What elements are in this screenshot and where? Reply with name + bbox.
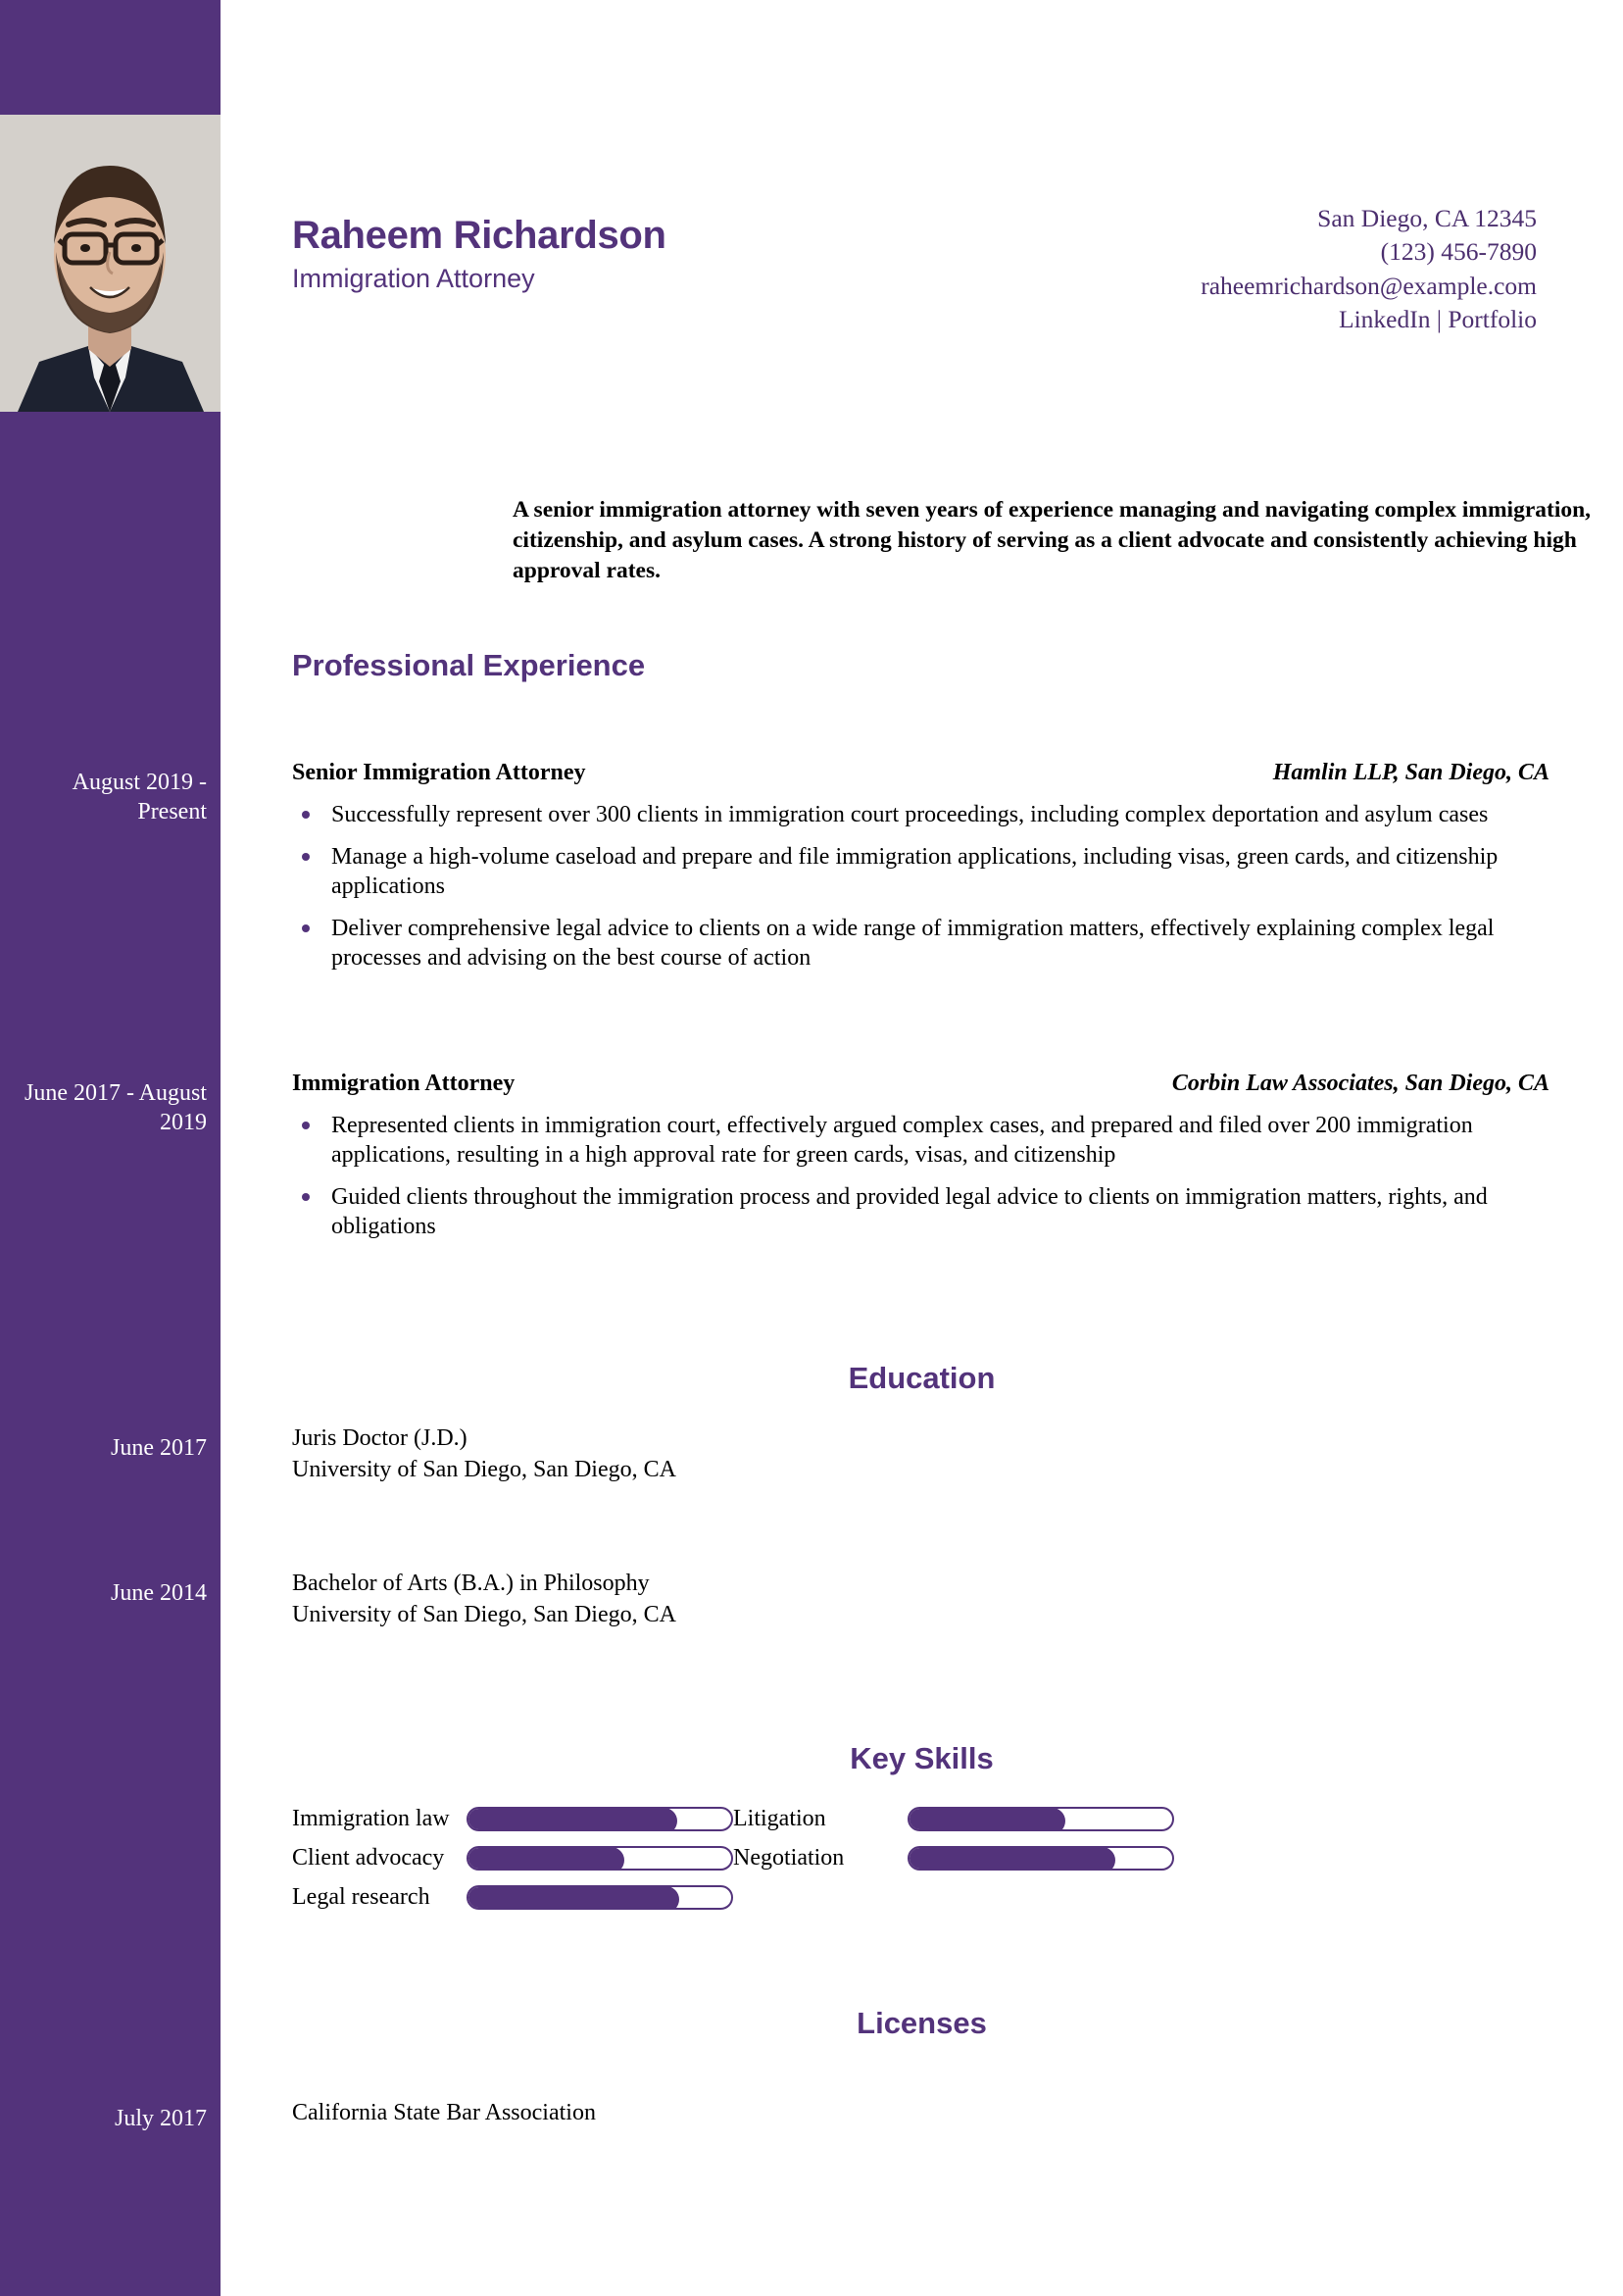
sidebar-date-experience-1: June 2017 - August 2019	[25, 1080, 207, 1136]
sidebar-date-education-1: June 2014	[111, 1580, 207, 1606]
skill-label: Negotiation	[733, 1844, 845, 1871]
name-block	[292, 202, 666, 296]
experience-entry-0	[292, 760, 1549, 985]
license-name: California State Bar Association	[292, 2100, 596, 2125]
education-entry-1	[292, 1569, 1468, 1630]
skill-row-legal-research	[292, 1877, 733, 1917]
list-item: Manage a high-volume caseload and prepare and file immigration applications, including visas, green cards, and citizenship applications	[292, 842, 1549, 901]
experience-role: Immigration Attorney	[292, 1071, 516, 1096]
avatar	[0, 115, 221, 412]
professional-summary: A senior immigration attorney with seven years of experience managing and navigating complex immigration, citizenship, and asylum cases. A strong history of serving as a client advocate and consistently achieving high approval rates.	[513, 497, 1592, 584]
experience-bullets	[292, 1111, 1549, 1241]
education-school: University of San Diego, San Diego, CA	[292, 1601, 676, 1627]
skill-bar	[908, 1846, 1174, 1871]
skill-row-negotiation	[733, 1838, 1174, 1877]
experience-bullets	[292, 800, 1549, 973]
skill-label: Legal research	[292, 1883, 430, 1910]
skill-row-litigation	[733, 1799, 1174, 1838]
skill-fill	[467, 1847, 624, 1871]
skill-bar	[467, 1846, 733, 1871]
experience-role: Senior Immigration Attorney	[292, 760, 586, 785]
sidebar-date-license-0: July 2017	[114, 2106, 207, 2131]
contact-block	[1201, 202, 1537, 337]
list-item: Guided clients throughout the immigration process and provided legal advice to clients on immigration matters, rights, and obligations	[292, 1182, 1549, 1241]
section-heading-education: Education	[848, 1361, 996, 1395]
education-degree: Bachelor of Arts (B.A.) in Philosophy	[292, 1571, 650, 1596]
skills-grid	[292, 1799, 1561, 1917]
skill-row-client-advocacy	[292, 1838, 733, 1877]
skill-label: Client advocacy	[292, 1844, 445, 1871]
sidebar-date-education-0: June 2017	[111, 1435, 207, 1461]
skill-label: Litigation	[733, 1805, 826, 1831]
education-school: University of San Diego, San Diego, CA	[292, 1456, 676, 1482]
education-entry-0	[292, 1423, 1468, 1485]
resume-header	[292, 202, 1537, 337]
skill-bar	[467, 1807, 733, 1831]
experience-entry-1	[292, 1071, 1549, 1254]
skill-fill	[467, 1886, 679, 1910]
skill-fill	[467, 1808, 677, 1831]
skill-bar	[467, 1885, 733, 1910]
experience-entry-head	[292, 1071, 1549, 1097]
experience-entry-head	[292, 760, 1549, 786]
list-item: Successfully represent over 300 clients in immigration court proceedings, including complex deportation and asylum cases	[292, 800, 1549, 829]
sidebar	[0, 0, 221, 2296]
page-title: Raheem Richardson	[292, 214, 666, 257]
skill-row-immigration-law	[292, 1799, 733, 1838]
sidebar-date-experience-0: August 2019 - Present	[72, 770, 207, 825]
contact-phone[interactable]: (123) 456-7890	[1380, 237, 1537, 267]
section-heading-licenses: Licenses	[857, 2006, 987, 2040]
contact-location: San Diego, CA 12345	[1317, 204, 1537, 232]
job-title: Immigration Attorney	[292, 263, 535, 293]
section-heading-skills: Key Skills	[850, 1741, 994, 1775]
skill-bar	[908, 1807, 1174, 1831]
section-heading-experience: Professional Experience	[292, 648, 646, 682]
experience-company: Corbin Law Associates, San Diego, CA	[1171, 1071, 1549, 1096]
skill-label: Immigration law	[292, 1805, 450, 1831]
contact-email[interactable]: raheemrichardson@example.com	[1201, 271, 1537, 300]
list-item: Deliver comprehensive legal advice to clients on a wide range of immigration matters, effectively explaining complex legal processes and advising on the best course of action	[292, 914, 1549, 973]
skill-fill	[909, 1847, 1115, 1871]
main-content	[221, 0, 1623, 2296]
license-entry-0	[292, 2098, 1468, 2129]
contact-links[interactable]: LinkedIn | Portfolio	[1339, 305, 1537, 334]
list-item: Represented clients in immigration court, effectively argued complex cases, and prepared and filed over 200 immigration applications, resulting in a high approval rate for green cards, visas, and citizenship	[292, 1111, 1549, 1170]
skill-fill	[909, 1808, 1065, 1831]
education-degree: Juris Doctor (J.D.)	[292, 1425, 467, 1451]
experience-company: Hamlin LLP, San Diego, CA	[1272, 760, 1549, 785]
